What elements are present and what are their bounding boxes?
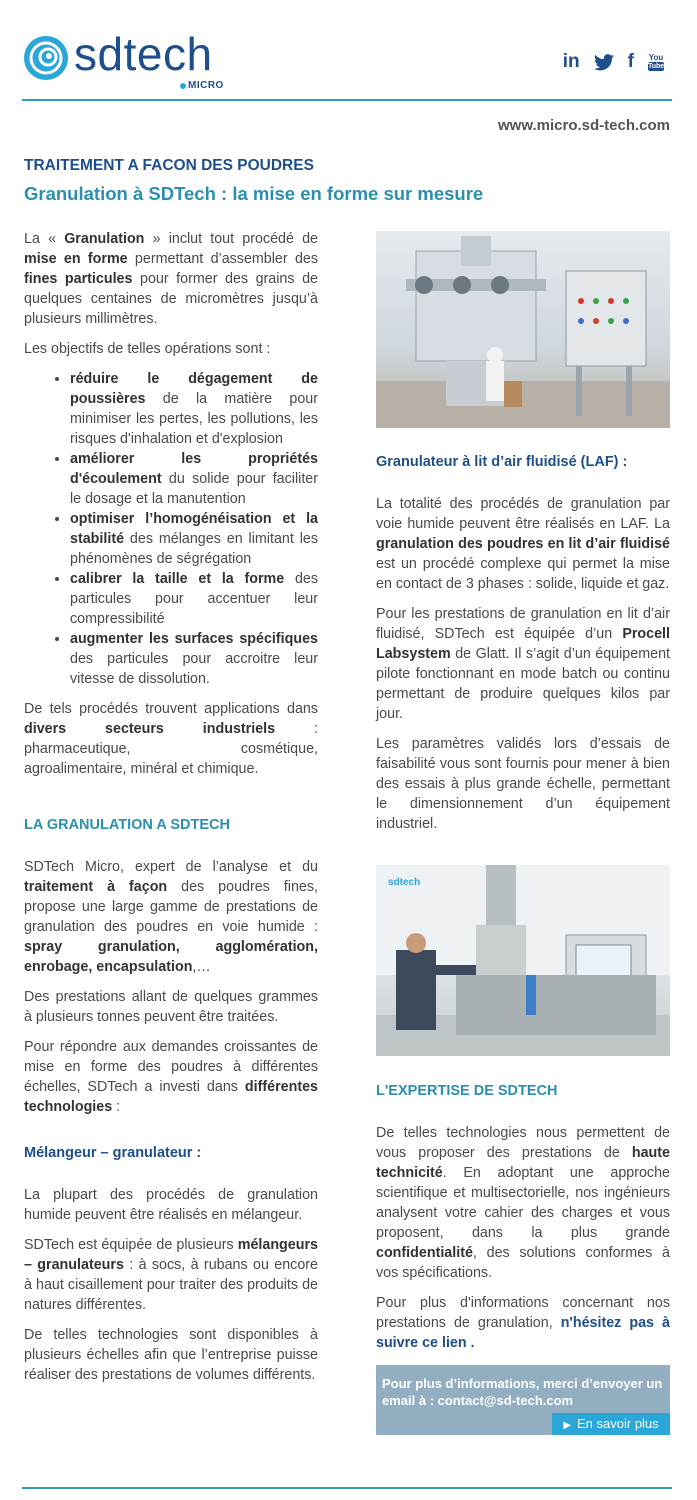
sdtech-logo[interactable] [22, 30, 252, 94]
subsection-title-laf: Granulateur à lit d’air fluidisé (LAF) : [376, 454, 628, 470]
right-column-laf [376, 452, 670, 844]
youtube-bottom: Tube [648, 63, 665, 70]
photo-logo-text: sdtech [388, 877, 421, 888]
left-column [24, 229, 318, 1395]
mixer-paragraph-1: La plupart des procédés de granulation humide peuvent être réalisés en mélangeur. [24, 1187, 318, 1223]
page-title: TRAITEMENT A FACON DES POUDRES [24, 157, 314, 174]
contact-box [376, 1365, 670, 1435]
twitter-icon[interactable] [594, 54, 614, 71]
linkedin-icon[interactable]: in [562, 51, 580, 72]
granulation-paragraph-3: Pour répondre aux demandes croissantes de mise en forme des poudres à différentes échelles, SDTech a investi dans différentes technologies : [24, 1039, 318, 1115]
list-item: • optimiser l’homogénéisation et la stabilité des mélanges en limitant les phénomènes de ségrégation [70, 509, 318, 569]
subsection-title-mixer: Mélangeur – granulateur : [24, 1145, 202, 1161]
header-divider [22, 99, 672, 101]
sectors-paragraph: De tels procédés trouvent applications dans divers secteurs industriels : pharmaceutique, cosmétique, agroalimentaire, minéral et chimique. [24, 701, 318, 777]
youtube-icon[interactable] [648, 53, 664, 71]
photo-fluid-bed-granulator [376, 231, 670, 428]
section-title-granulation: LA GRANULATION A SDTECH [24, 817, 230, 833]
mixer-paragraph-3: De telles technologies sont disponibles à plusieurs échelles afin que l’entreprise puisse réaliser des prestations de volumes différents. [24, 1327, 318, 1383]
info-link[interactable]: n'hésitez pas à suivre ce lien . [376, 1315, 670, 1351]
granulation-paragraph-2: Des prestations allant de quelques grammes à plusieurs tonnes peuvent être traitées. [24, 989, 318, 1025]
mixer-paragraph-2: SDTech est équipée de plusieurs mélangeurs – granulateurs : à socs, à rubans ou encore à haut cisaillement pour traiter des produits de natures différentes. [24, 1237, 318, 1313]
photo-illustration [376, 231, 670, 428]
logo-text: sdtech [74, 28, 213, 80]
social-links [563, 50, 664, 74]
play-icon: ▶ [563, 1420, 572, 1431]
section-title-expertise: L'EXPERTISE DE SDTECH [376, 1083, 558, 1099]
logo-swirl-icon [22, 34, 70, 82]
website-url[interactable]: www.micro.sd-tech.com [498, 117, 670, 134]
footer-divider [22, 1487, 672, 1489]
expertise-paragraph-2: Pour plus d'informations concernant nos prestations de granulation, n'hésitez pas à suivre ce lien . [376, 1295, 670, 1351]
granulation-paragraph-1: SDTech Micro, expert de l’analyse et du traitement à façon des poudres fines, propose une large gamme de prestations de granulation des poudres en voie humide : spray granulation, agglomération, enrobage, encapsulation,… [24, 859, 318, 975]
list-item: • calibrer la taille et la forme des particules pour accentuer leur compressibilité [70, 569, 318, 629]
contact-text[interactable]: Pour plus d’informations, merci d’envoyer un email à : contact@sd-tech.com [382, 1376, 663, 1408]
laf-paragraph-1: La totalité des procédés de granulation par voie humide peuvent être réalisés en LAF. La granulation des poudres en lit d’air fluidisé est un procédé complexe qui permet la mise en contact de 3 phases : solide, liquide et gaz. [376, 496, 670, 592]
photo-procell-labsystem [376, 865, 670, 1056]
photo-illustration-2 [376, 865, 670, 1056]
facebook-icon[interactable]: f [627, 51, 634, 72]
list-item: • améliorer les propriétés d'écoulement du solide pour faciliter le dosage et la manutention [70, 449, 318, 509]
logo-sub: MICRO [188, 80, 224, 91]
list-item: • réduire le dégagement de poussières de la matière pour minimiser les pertes, les pollutions, les risques d'inhalation et d'explosion [70, 369, 318, 449]
right-column-expertise [376, 1081, 670, 1363]
objectives-list [24, 369, 318, 689]
objectives-intro: Les objectifs de telles opérations sont : [24, 341, 271, 357]
intro-paragraph: La « Granulation » inclut tout procédé de mise en forme permettant d’assembler des fines particules pour former des grains de quelques centaines de micromètres jusqu’à plusieurs millimètres. [24, 231, 318, 327]
logo-dot [180, 83, 186, 89]
learn-more-label: En savoir plus [577, 1416, 659, 1431]
laf-paragraph-2: Pour les prestations de granulation en lit d’air fluidisé, SDTech est équipée d’un Procell Labsystem de Glatt. Il s’agit d’un équipement pilote fonctionnant en mode batch ou continu permettant de produire quelques kilos par jour. [376, 606, 670, 722]
list-item: • augmenter les surfaces spécifiques des particules pour accroitre leur vitesse de dissolution. [70, 629, 318, 689]
laf-paragraph-3: Les paramètres validés lors d’essais de faisabilité vous sont fournis pour mener à bien des essais à plus grande échelle, permettant le dimensionnement d’un équipement industriel. [376, 736, 670, 832]
header [22, 28, 672, 98]
youtube-top: You [648, 53, 664, 62]
page-subtitle: Granulation à SDTech : la mise en forme sur mesure [24, 183, 484, 204]
learn-more-button[interactable] [552, 1413, 670, 1435]
expertise-paragraph-1: De telles technologies nous permettent de vous proposer des prestations de haute technicité. En adoptant une approche scientifique et multisectorielle, nos ingénieurs analysent votre cahier des charges et vous proposent, dans la plus grande confidentialité, des solutions conformes à vos spécifications. [376, 1125, 670, 1281]
